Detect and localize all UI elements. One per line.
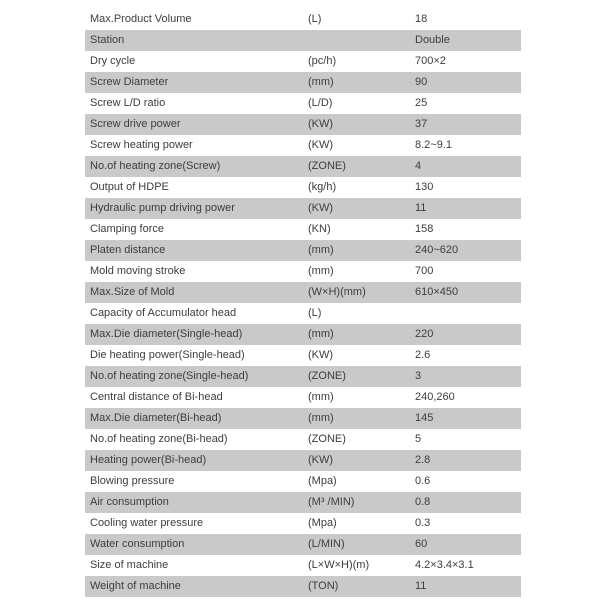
- table-row: [85, 429, 521, 450]
- unit-cell: (KW): [308, 139, 334, 151]
- unit-cell: (Mpa): [308, 475, 337, 487]
- parameter-cell: Clamping force: [90, 223, 164, 235]
- parameter-cell: Max.Die diameter(Bi-head): [90, 412, 222, 424]
- parameter-cell: Die heating power(Single-head): [90, 349, 245, 361]
- unit-cell: (pc/h): [308, 55, 337, 67]
- parameter-cell: Screw Diameter: [90, 76, 169, 88]
- table-row: [85, 72, 521, 93]
- value-cell: 4.2×3.4×3.1: [415, 559, 474, 571]
- table-row: [85, 282, 521, 303]
- value-cell: 220: [415, 328, 434, 340]
- table-row: [85, 114, 521, 135]
- parameter-cell: Max.Size of Mold: [90, 286, 175, 298]
- unit-cell: (KW): [308, 202, 334, 214]
- table-row: [85, 513, 521, 534]
- table-row: [85, 471, 521, 492]
- unit-cell: (L/D): [308, 97, 333, 109]
- unit-cell: (W×H)(mm): [308, 286, 366, 298]
- value-cell: 3: [415, 370, 422, 382]
- value-cell: 240~620: [415, 244, 459, 256]
- value-cell: 0.8: [415, 496, 431, 508]
- unit-cell: (ZONE): [308, 433, 346, 445]
- value-cell: 11: [415, 202, 427, 214]
- unit-cell: (ZONE): [308, 370, 346, 382]
- unit-cell: (L): [308, 307, 322, 319]
- value-cell: 158: [415, 223, 434, 235]
- unit-cell: (M³ /MIN): [308, 496, 355, 508]
- value-cell: 2.8: [415, 454, 431, 466]
- table-row: [85, 576, 521, 597]
- parameter-cell: Capacity of Accumulator head: [90, 307, 237, 319]
- parameter-cell: Water consumption: [90, 538, 185, 550]
- table-row: [85, 450, 521, 471]
- parameter-cell: Max.Product Volume: [90, 13, 192, 25]
- table-row: [85, 51, 521, 72]
- table-row: [85, 177, 521, 198]
- table-row: [85, 240, 521, 261]
- table-row: [85, 366, 521, 387]
- value-cell: 60: [415, 538, 428, 550]
- table-row: [85, 555, 521, 576]
- unit-cell: [308, 30, 415, 51]
- unit-cell: (KW): [308, 349, 334, 361]
- parameter-cell: Max.Die diameter(Single-head): [90, 328, 243, 340]
- unit-cell: (KW): [308, 118, 334, 130]
- value-cell: 11: [415, 580, 427, 592]
- unit-cell: (L): [308, 13, 322, 25]
- table-row: [85, 408, 521, 429]
- value-cell: 145: [415, 412, 434, 424]
- value-cell: 610×450: [415, 286, 459, 298]
- unit-cell: (KW): [308, 454, 334, 466]
- value-cell: 18: [415, 13, 428, 25]
- table-row: [85, 387, 521, 408]
- value-cell: 8.2~9.1: [415, 139, 453, 151]
- unit-cell: (ZONE): [308, 160, 346, 172]
- parameter-cell: Mold moving stroke: [90, 265, 186, 277]
- parameter-cell: Screw L/D ratio: [90, 97, 166, 109]
- value-cell: 130: [415, 181, 434, 193]
- unit-cell: (mm): [308, 412, 334, 424]
- unit-cell: (L/MIN): [308, 538, 345, 550]
- parameter-cell: Hydraulic pump driving power: [90, 202, 235, 214]
- table-row: [85, 324, 521, 345]
- parameter-cell: Screw heating power: [90, 139, 193, 151]
- value-cell: 4: [415, 160, 422, 172]
- table-row: [85, 135, 521, 156]
- table-row: [85, 198, 521, 219]
- value-cell: 5: [415, 433, 422, 445]
- unit-cell: (mm): [308, 244, 334, 256]
- value-cell: 25: [415, 97, 428, 109]
- parameter-cell: No.of heating zone(Bi-head): [90, 433, 228, 445]
- parameter-cell: No.of heating zone(Single-head): [90, 370, 249, 382]
- unit-cell: (L×W×H)(m): [308, 559, 370, 571]
- parameter-cell: Station: [90, 34, 125, 46]
- table-row: [85, 345, 521, 366]
- table-row: [85, 93, 521, 114]
- parameter-cell: Air consumption: [90, 496, 169, 508]
- parameter-cell: Weight of machine: [90, 580, 181, 592]
- value-cell: 0.3: [415, 517, 431, 529]
- parameter-cell: Dry cycle: [90, 55, 136, 67]
- unit-cell: (Mpa): [308, 517, 337, 529]
- unit-cell: (kg/h): [308, 181, 337, 193]
- unit-cell: (TON): [308, 580, 339, 592]
- table-row: [85, 30, 521, 51]
- parameter-cell: Size of machine: [90, 559, 169, 571]
- parameter-cell: Screw drive power: [90, 118, 181, 130]
- table-row: [85, 156, 521, 177]
- parameter-cell: No.of heating zone(Screw): [90, 160, 221, 172]
- unit-cell: (mm): [308, 328, 334, 340]
- value-cell: 2.6: [415, 349, 431, 361]
- value-cell: 0.6: [415, 475, 431, 487]
- unit-cell: (mm): [308, 391, 334, 403]
- unit-cell: (KN): [308, 223, 331, 235]
- value-cell: 240,260: [415, 391, 455, 403]
- parameter-cell: Platen distance: [90, 244, 166, 256]
- table-row: [85, 9, 521, 30]
- value-cell: 700: [415, 265, 434, 277]
- table-row: [85, 219, 521, 240]
- value-cell: Double: [415, 34, 450, 46]
- parameter-cell: Heating power(Bi-head): [90, 454, 207, 466]
- table-row: [85, 261, 521, 282]
- parameter-cell: Output of HDPE: [90, 181, 169, 193]
- table-row: [85, 303, 521, 324]
- table-row: [85, 492, 521, 513]
- value-cell: 700×2: [415, 55, 446, 67]
- machine-spec-table: [85, 9, 521, 597]
- table-row: [85, 534, 521, 555]
- parameter-cell: Cooling water pressure: [90, 517, 204, 529]
- value-cell: 90: [415, 76, 428, 88]
- value-cell: 37: [415, 118, 428, 130]
- parameter-cell: Blowing pressure: [90, 475, 175, 487]
- unit-cell: (mm): [308, 265, 334, 277]
- parameter-cell: Central distance of Bi-head: [90, 391, 223, 403]
- unit-cell: (mm): [308, 76, 334, 88]
- value-cell: [415, 303, 521, 324]
